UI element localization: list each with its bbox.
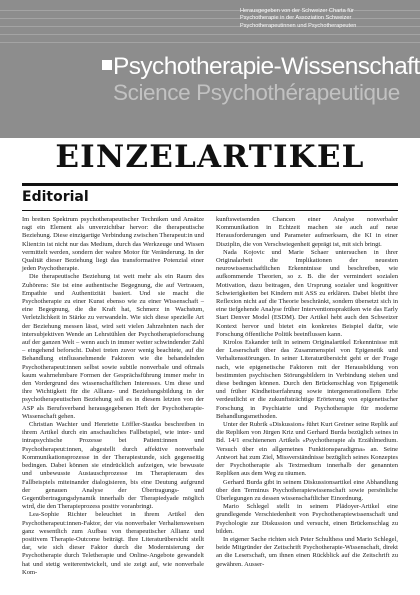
journal-title: Psychotherapie-Wissenschaft [113, 53, 420, 80]
publisher-info [240, 8, 418, 30]
article-paragraph: Lea-Sophie Richter beleuchtet in ihrem Artikel den Psychotherapeut:innen-Faktor, der via nonverbaler Verhaltensweisen ganz wesentlich zum Aufbau von therapeutischer Allianz und positivem Therapie-Outcome beiträgt. Ihre Literaturübersicht stellt dar, wie sich dieser Faktor durch die Modernisierung der Psychotherapie durch Teletherapie und Online-Angebote gewandelt hat und stetig weiterentwickelt, und sie zeigt auf, wie nonverbale Kom- [22, 511, 204, 576]
article-column-right [216, 216, 398, 569]
article-paragraph: Kirolos Eskander teilt in seinem Originalartikel Erkenntnisse mit der Leserschaft über das Zusammenspiel von Epigenetik und Verhaltensstörungen. In seiner Literaturübersicht geht er der Frage nach, wie epigenetische Faktoren mit der Herausbildung von bestimmten psychischen Störungsbildern in Verbindung stehen und diese bedingen können. Durch den Brückenschlag von Epigenetik und früher Kindheitserfahrung sowie intergenerationellem Erbe verdeutlicht er die zukunftsträchtige Erörterung von epigenetischer Forschung in Psychiatrie und Psychotherapie für moderne Behandlungsmethoden. [216, 339, 398, 420]
article-column-left [22, 216, 204, 577]
header-stripe [0, 34, 420, 35]
article-paragraph: Mario Schlegel stellt in seinem Plädoyer-Artikel eine grundlegende Verschiedenheit von Psychotherapiewissenschaft und Psychologie zur Diskussion und versucht, einen Brückenschlag zu bilden. [216, 503, 398, 535]
header-stripe [0, 42, 420, 43]
publisher-line: Psychotherapeutinnen und Psychotherapeuten [240, 22, 357, 29]
article-paragraph: Die therapeutische Beziehung ist weit mehr als ein Raum des Zuhörens: Sie ist eine authentische Begegnung, die auf Vertrauen, Empathie und Authentizität basiert. Und sie macht die Psychotherapie zu einer Kunst ebenso wie zu einer Wissenschaft – eine Begegnung, die die Kraft hat, Schmerz in Wachstum, Verletzlichkeit in Stärke zu verwandeln. Wie sich diese spezielle Art der Beziehung messen lässt, wird seit vielen Jahrzehnten nach der intersubjektiven Wende an Lehrstühlen der Psychotherapieforschung auf der ganzen Welt – wenn auch in immer weiter schwindender Zahl – eingehend beforscht. Dabei treten zuvor wenig beachtete, auf die Behandlung einflussnehmende Faktoren wie die behandelnden Psychotherapeut:innen selbst sowie subtile nonverbale und oftmals kaum wahrnehmbare Formen der Gesprächsführung immer mehr in den Vordergrund des wissenschaftlichen Interesses. Um diese und ihre Wichtigkeit für die Allianz- und Beziehungsbildung in der psychotherapeutischen Beziehung soll es in diesem letzten von der ASP als Berufsverband herausgegebenen Heft der Psychotherapie-Wissenschaft gehen. [22, 273, 204, 420]
article-paragraph: kunftsweisenden Chancen einer Analyse nonverbaler Kommunikation in Echtzeit machen sie auch auf neue Herausforderungen und Parameter aufmerksam, die KI in einer Disziplin, die von Verschwiegenheit geprägt ist, mit sich bringt. [216, 216, 398, 248]
publisher-line: Psychotherapie in der Assoziation Schweizer [240, 15, 352, 22]
article-paragraph: Christian Wachter und Henriette Löffler-Stastka beschreiben in ihrem Artikel durch ein anschauliches Fallbeispiel, wie inter- und intrapsychische Prozesse bei Patient:innen und Psychotherapeut:innen, abgestellt durch affektive nonverbale Kommunikationsprozesse in der Therapiestunde, sich gegenseitig bedingen. Dabei können sie eindrücklich aufzeigen, wie bewusste und unbewusste Austauschprozesse im Therapieraum des Fallbeispiels miteinander dialogisieren, bis eine Deutung aufgrund der genauen Analyse der Übertragungs- und Gegenübertragungsdynamik innerhalb der Therapiedyade möglich wird, die den Therapieprozess positiv voranbringt. [22, 421, 204, 511]
article-paragraph: Unter der Rubrik «Diskussion» führt Kurt Greiner seine Replik auf die Repliken von Jürgen Kriz und Gerhard Burda bezüglich seines in Bd. 14/1 erschienenen Artikels «Psychotherapie als Erzählmedium. Versuch über ein allgemeines Funktionsparadigma» an. Seine Antwort hat zum Ziel, Missverständnisse bezüglich seines Konzeptes der Psychotherapie als Textmedium innerhalb der genannten Repliken aus dem Weg zu räumen. [216, 421, 398, 478]
article-paragraph: Nada Kojovic und Marie Schaer untersuchen in ihrer Originalarbeit die Implikationen der neuesten neurowissenschaftlichen Erkenntnisse und beschreiben, wie aufkommende Theorien, so z. B. die der vermindert sozialen Motivation, dazu beitragen, den Ursprung sozialer und kognitiver Schwierigkeiten bei Kindern mit ASS zu erklären. Dabei bleibt ihre Reflexion nicht auf die Theorie beschränkt, sondern übersetzt sich in eine tiefgehende Analyse früher Interventionspraktiken wie das Early Start Denver Model (ESDM). Der Artikel hebt auch den Schweizer Kontext hervor und bietet ein konkretes Beispiel dafür, wie Forschung öffentliche Politik beeinflussen kann. [216, 248, 398, 338]
article-paragraph: In eigener Sache richten sich Peter Schulthess und Mario Schlegel, beide Mitgründer der Zeitschrift Psychotherapie-Wissenschaft, direkt an die Leserschaft, um ihnen einen Rückblick auf die Zeitschrift zu gewähren. Ausser- [216, 535, 398, 568]
section-divider [22, 210, 398, 211]
section-title: Editorial [22, 189, 89, 205]
logo-square-icon [102, 60, 112, 70]
publisher-line: Herausgegeben von der Schweizer Charta für [240, 8, 354, 14]
article-paragraph: Im breiten Spektrum psychotherapeutischer Techniken und Ansätze ragt ein Element als unverzichtbar hervor: die therapeutische Beziehung. Diese einzigartige Verbindung zwischen Therapeut:in und Klient:in ist nicht nur das Medium, durch das Werkzeuge und Wissen vermittelt werden, sondern der wahre Motor für Veränderung. In der Qualität dieser Beziehung liegt das transformative Potenzial einer jeden Psychotherapie. [22, 216, 204, 273]
page-heading: EINZELARTIKEL [55, 139, 365, 175]
article-paragraph: Gerhard Burda gibt in seinem Diskussionsartikel eine Abhandlung über den Terminus Psychotherapiewissenschaft sowie persönliche Überlegungen zu dessen wissenschaftlicher Einordnung. [216, 478, 398, 502]
journal-subtitle: Science Psychothérapeutique [113, 80, 400, 105]
journal-header-banner [0, 0, 420, 138]
